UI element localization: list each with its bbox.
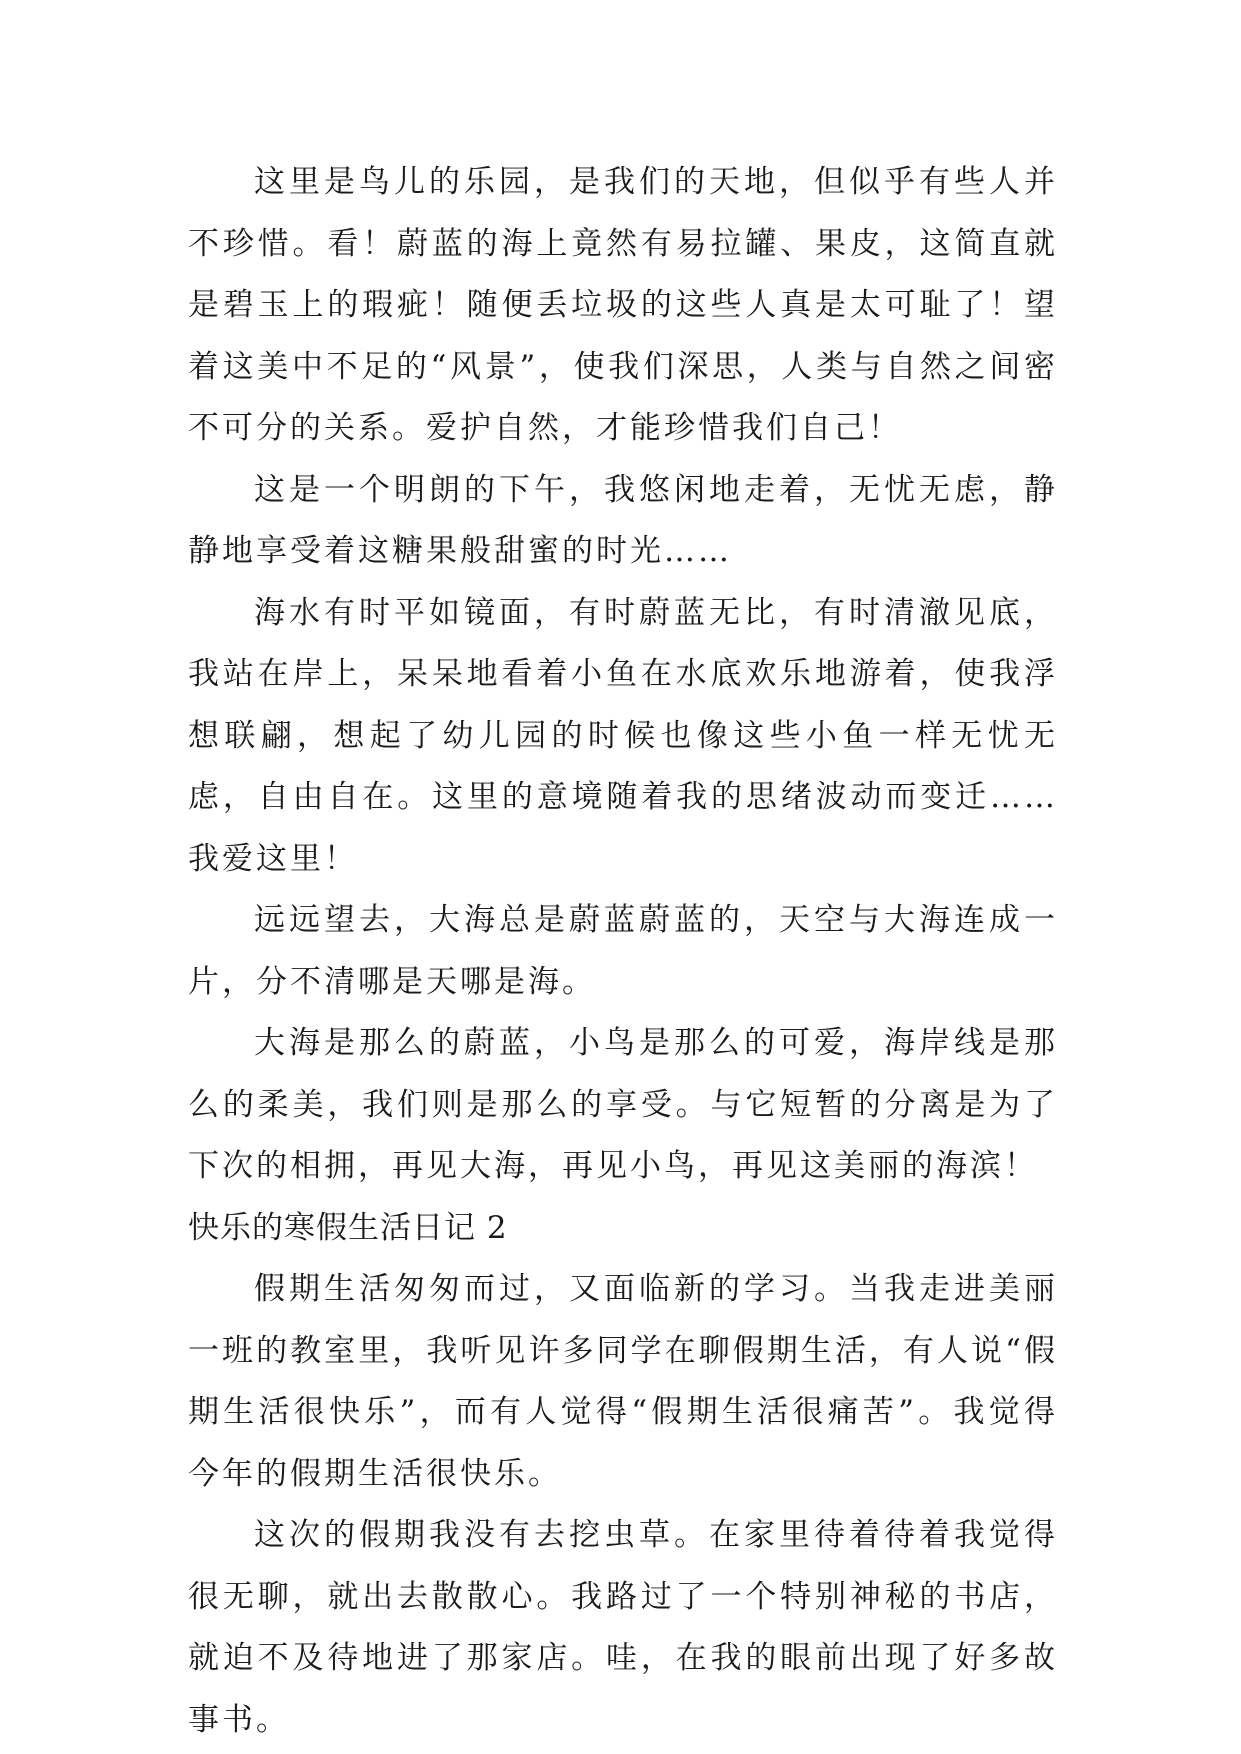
document-body bbox=[188, 152, 1058, 1751]
paragraph-holiday-over: 假期生活匆匆而过，又面临新的学习。当我走进美丽一班的教室里，我听见许多同学在聊假期生活，有人说“假期生活很快乐”，而有人觉得“假期生活很痛苦”。我觉得今年的假期生活很快乐。 bbox=[188, 1271, 1058, 1492]
paragraph-looking-afar: 远远望去，大海总是蔚蓝蔚蓝的，天空与大海连成一片，分不清哪是天哪是海。 bbox=[188, 902, 1058, 1000]
paragraph-sunny-afternoon: 这是一个明朗的下午，我悠闲地走着，无忧无虑，静静地享受着这糖果般甜蜜的时光…… bbox=[188, 471, 1058, 569]
paragraph-sea-water: 海水有时平如镜面，有时蔚蓝无比，有时清澈见底，我站在岸上，呆呆地看着小鱼在水底欢乐地游着，使我浮想联翩，想起了幼儿园的时候也像这些小鱼一样无忧无虑，自由自在。这里的意境随着我的思绪波动而变迁……我爱这里！ bbox=[188, 594, 1058, 877]
paragraph-bird-paradise: 这里是鸟儿的乐园，是我们的天地，但似乎有些人并不珍惜。看！蔚蓝的海上竟然有易拉罐、果皮，这简直就是碧玉上的瑕疵！随便丢垃圾的这些人真是太可耻了！望着这美中不足的“风景”，使我们深思，人类与自然之间密不可分的关系。爱护自然，才能珍惜我们自己！ bbox=[188, 164, 1058, 446]
paragraph-farewell-sea: 大海是那么的蔚蓝，小鸟是那么的可爱，海岸线是那么的柔美，我们则是那么的享受。与它短暂的分离是为了下次的相拥，再见大海，再见小鸟，再见这美丽的海滨！ bbox=[188, 1025, 1058, 1184]
section-heading: 快乐的寒假生活日记 2 bbox=[188, 1209, 508, 1246]
paragraph-bookstore: 这次的假期我没有去挖虫草。在家里待着待着我觉得很无聊，就出去散散心。我路过了一个特别神秘的书店，就迫不及待地进了那家店。哇，在我的眼前出现了好多故事书。 bbox=[188, 1517, 1058, 1738]
